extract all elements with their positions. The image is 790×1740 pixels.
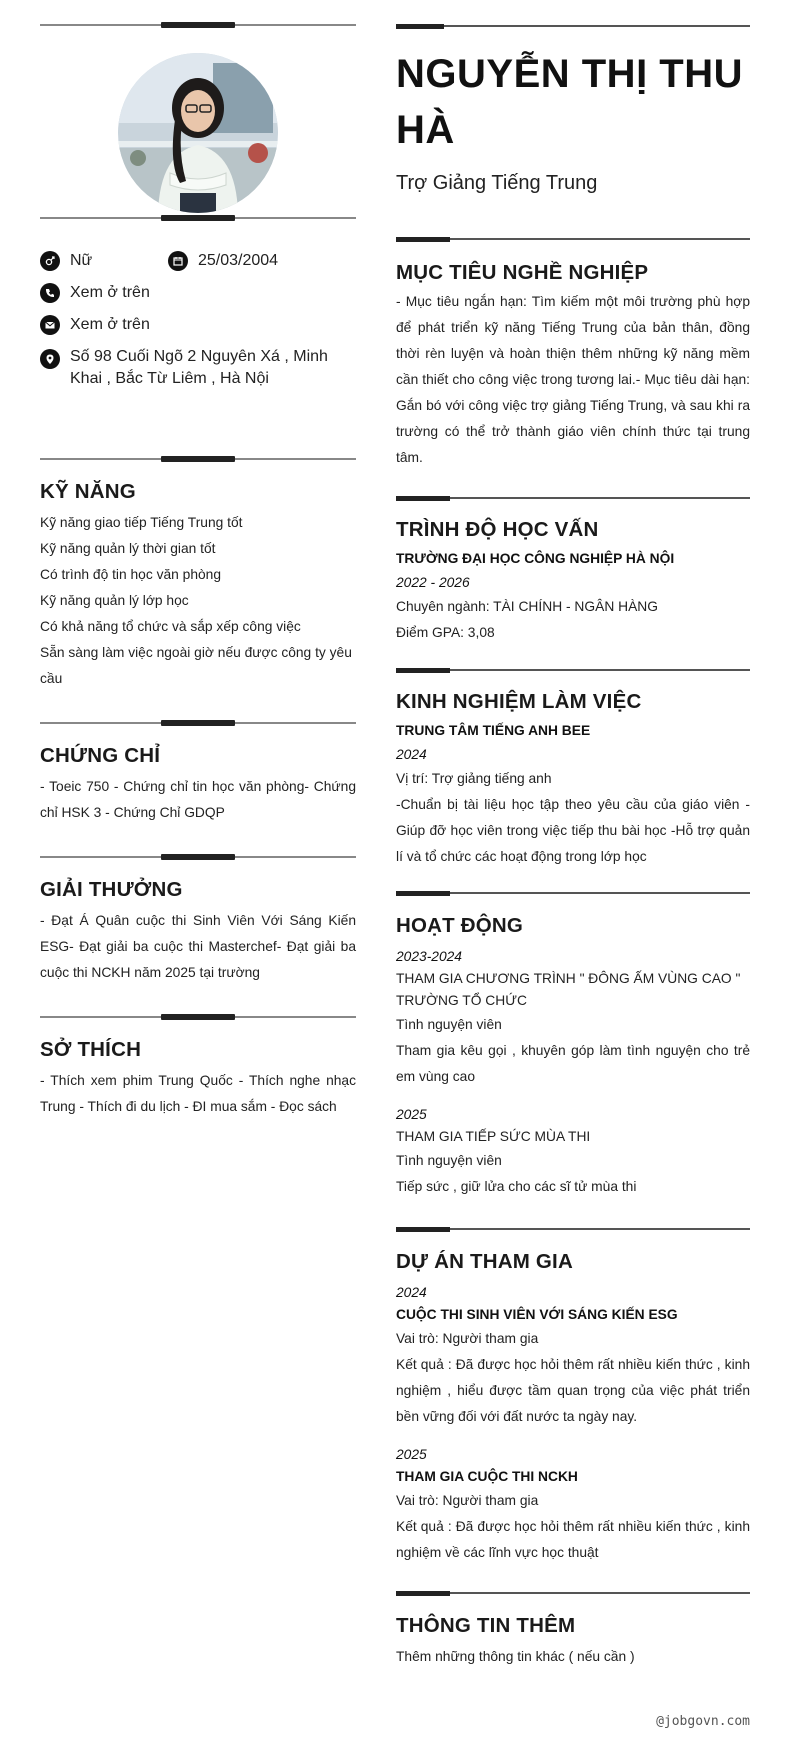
project-role: Vai trò: Người tham gia [396, 1493, 539, 1508]
skills-section [40, 480, 356, 692]
project-role: Vai trò: Người tham gia [396, 1331, 539, 1346]
list-item: Kỹ năng giao tiếp Tiếng Trung tốt [40, 515, 243, 530]
avatar-photo [118, 53, 278, 213]
certificates-text: - Toeic 750 - Chứng chỉ tin học văn phòng- Chứng chỉ HSK 3 - Chứng Chỉ GDQP [40, 779, 356, 820]
list-item: Có trình độ tin học văn phòng [40, 567, 222, 582]
project-item [396, 1282, 750, 1430]
divider [40, 455, 356, 463]
section-title: KINH NGHIỆM LÀM VIỆC [396, 690, 642, 713]
divider [40, 21, 356, 29]
section-title: MỤC TIÊU NGHỀ NGHIỆP [396, 261, 649, 284]
section-title: SỞ THÍCH [40, 1038, 142, 1061]
contact-dob [168, 250, 278, 272]
gender-value: Nữ [70, 252, 93, 269]
project-name: CUỘC THI SINH VIÊN VỚI SÁNG KIẾN ESG [396, 1307, 678, 1322]
activity-role: Tình nguyện viên [396, 1153, 502, 1168]
header [396, 46, 750, 195]
experience-position: Vị trí: Trợ giảng tiếng anh [396, 771, 552, 786]
candidate-role: Trợ Giảng Tiếng Trung [396, 172, 598, 194]
section-title: HOẠT ĐỘNG [396, 914, 524, 937]
divider [396, 494, 750, 502]
divider [40, 853, 356, 861]
activity-item [396, 1104, 750, 1200]
phone-value: Xem ở trên [70, 284, 150, 301]
activity-period: 2023-2024 [396, 949, 462, 964]
activity-role: Tình nguyện viên [396, 1017, 502, 1032]
activity-period: 2025 [396, 1107, 427, 1122]
hobbies-section [40, 1038, 356, 1120]
education-section [396, 518, 750, 646]
activity-name: THAM GIA TIẾP SỨC MÙA THI [396, 1129, 591, 1144]
phone-icon [40, 283, 60, 303]
contact-phone [40, 282, 356, 304]
project-year: 2025 [396, 1447, 427, 1462]
candidate-name: NGUYỄN THỊ THU HÀ [396, 52, 743, 152]
dob-value: 25/03/2004 [198, 252, 279, 269]
company-name: TRUNG TÂM TIẾNG ANH BEE [396, 723, 591, 738]
education-period: 2022 - 2026 [396, 575, 470, 590]
divider [40, 1013, 356, 1021]
divider [396, 1589, 750, 1597]
objective-text: - Mục tiêu ngắn hạn: Tìm kiếm một môi trường phù hợp để phát triển kỹ năng Tiếng Trung của bản thân, đồng thời rèn luyện và hoàn thiện thêm những kỹ năng mềm cần thiết cho công việc trong tương lai.- Mục tiêu dài hạn: Gắn bó với công việc trợ giảng Tiếng Trung, và sau khi ra trường có thể trở thành giáo viên chính thức tại trung tâm. [396, 294, 750, 465]
awards-text: - Đạt Á Quân cuộc thi Sinh Viên Với Sáng Kiến ESG- Đạt giải ba cuộc thi Masterchef- Đạt giải ba cuộc thi NCKH năm 2025 tại trường [40, 913, 356, 980]
section-title: KỸ NĂNG [40, 480, 136, 503]
project-year: 2024 [396, 1285, 427, 1300]
education-major: Chuyên ngành: TÀI CHÍNH - NGÂN HÀNG [396, 599, 658, 614]
section-title: GIẢI THƯỞNG [40, 878, 183, 901]
activities-section [396, 914, 750, 1200]
experience-desc: -Chuẩn bị tài liệu học tập theo yêu cầu của giáo viên -Giúp đỡ học viên trong việc tiếp thu bài học -Hỗ trợ quản lí và tổ chức các hoạt động trong lớp học [396, 797, 750, 864]
project-result: Kết quả : Đã được học hỏi thêm rất nhiều kiến thức , kinh nghiệm , hiểu được tầm quan trọng của việc phát triển bền vững đối với đất nước ta ngày nay. [396, 1357, 750, 1424]
experience-section [396, 690, 750, 870]
divider [396, 1225, 750, 1233]
contact-email [40, 314, 356, 336]
contact-gender [40, 250, 168, 272]
section-title: CHỨNG CHỈ [40, 744, 161, 767]
projects-section [396, 1250, 750, 1566]
avatar [118, 53, 278, 213]
contact-address [40, 346, 356, 390]
section-title: DỰ ÁN THAM GIA [396, 1250, 573, 1273]
skills-list [40, 510, 356, 692]
list-item: Sẵn sàng làm việc ngoài giờ nếu được công ty yêu cầu [40, 645, 352, 686]
list-item: Kỹ năng quản lý thời gian tốt [40, 541, 216, 556]
hobbies-text: - Thích xem phim Trung Quốc - Thích nghe nhạc Trung - Thích đi du lịch - ĐI mua sắm - Đọc sách [40, 1073, 356, 1114]
list-item: Có khả năng tổ chức và sắp xếp công việc [40, 619, 301, 634]
project-result: Kết quả : Đã được học hỏi thêm rất nhiều kiến thức , kinh nghiệm về các lĩnh vực học thuật [396, 1519, 750, 1560]
awards-section [40, 878, 356, 986]
section-title: THÔNG TIN THÊM [396, 1614, 576, 1637]
divider [396, 22, 750, 30]
activity-item [396, 946, 750, 1090]
gender-icon [40, 251, 60, 271]
activity-desc: Tham gia kêu gọi , khuyên góp làm tình nguyện cho trẻ em vùng cao [396, 1043, 750, 1084]
divider [40, 719, 356, 727]
address-value: Số 98 Cuối Ngõ 2 Nguyên Xá , Minh Khai , Bắc Từ Liêm , Hà Nội [70, 348, 328, 387]
contact-info [40, 250, 356, 400]
section-title: TRÌNH ĐỘ HỌC VẤN [396, 518, 599, 541]
extra-section [396, 1614, 750, 1670]
school-name: TRƯỜNG ĐẠI HỌC CÔNG NGHIỆP HÀ NỘI [396, 551, 675, 566]
certificates-section [40, 744, 356, 826]
activity-name: THAM GIA CHƯƠNG TRÌNH " ĐÔNG ẤM VÙNG CAO " TRƯỜNG TỔ CHỨC [396, 971, 741, 1008]
project-name: THAM GIA CUỘC THI NCKH [396, 1469, 578, 1484]
education-gpa: Điểm GPA: 3,08 [396, 625, 495, 640]
location-pin-icon [40, 349, 60, 369]
email-value: Xem ở trên [70, 316, 150, 333]
divider [40, 214, 356, 222]
watermark-text: @jobgovn.com [656, 1714, 750, 1729]
extra-text: Thêm những thông tin khác ( nếu cần ) [396, 1649, 635, 1664]
divider [396, 235, 750, 243]
email-icon [40, 315, 60, 335]
divider [396, 666, 750, 674]
list-item: Kỹ năng quản lý lớp học [40, 593, 189, 608]
experience-year: 2024 [396, 747, 427, 762]
objective-section [396, 261, 750, 471]
activity-desc: Tiếp sức , giữ lửa cho các sĩ tử mùa thi [396, 1179, 637, 1194]
calendar-icon [168, 251, 188, 271]
divider [396, 889, 750, 897]
project-item [396, 1444, 750, 1566]
